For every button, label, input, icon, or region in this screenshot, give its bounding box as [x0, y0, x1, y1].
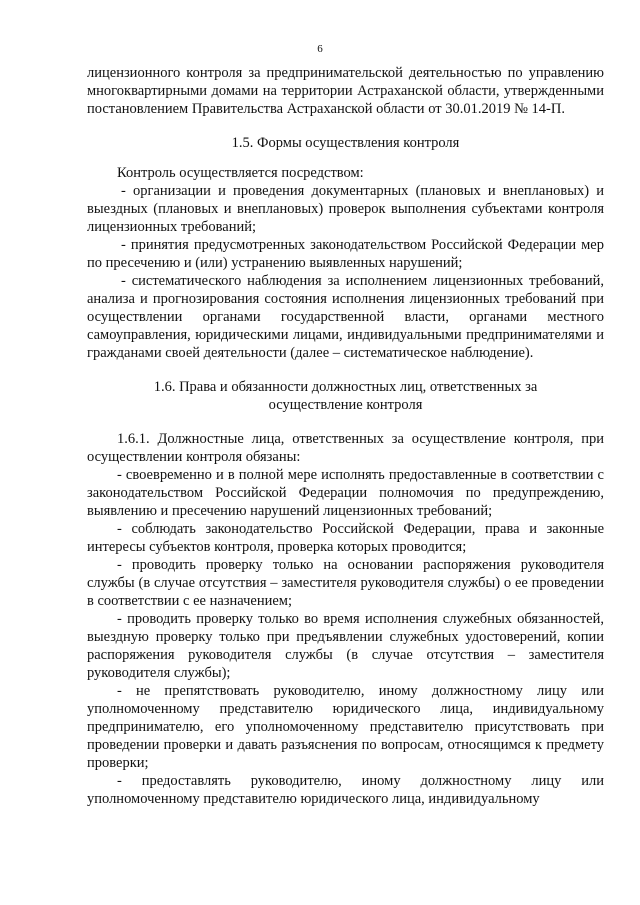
section-1-5-item: - систематического наблюдения за исполнением лицензионных требований, анализа и прогнозирования состояния исполнения лицензионных требований при осуществлении органами государственной власти, органами местного самоуправления, юридическими лицами, индивидуальными предпринимателями и гражданами своей деятельности (далее – систематическое наблюдение).	[87, 273, 604, 361]
section-1-6-item: - соблюдать законодательство Российской Федерации, права и законные интересы субъектов контроля, проверка которых проводится;	[87, 521, 604, 555]
section-1-6-item: - проводить проверку только на основании распоряжения руководителя службы (в случае отсутствия – заместителя руководителя службы) о ее проведении в соответствии с ее назначением;	[87, 557, 604, 609]
section-1-6-item: - предоставлять руководителю, иному должностному лицу или уполномоченному представителю юридического лица, индивидуальному	[87, 773, 604, 807]
section-1-5-lead: Контроль осуществляется посредством:	[117, 165, 364, 181]
section-1-6-heading: 1.6. Права и обязанности должностных лиц, ответственных за осуществление контроля	[153, 379, 538, 413]
intro-paragraph: лицензионного контроля за предпринимательской деятельностью по управлению многоквартирными домами на территории Астраханской области, утвержденными постановлением Правительства Астраханской области от 30.01.2019 № 14-П.	[87, 65, 604, 117]
section-1-5-item: - принятия предусмотренных законодательством Российской Федерации мер по пресечению и (или) устранению выявленных нарушений;	[87, 237, 604, 271]
section-1-6-item: - своевременно и в полной мере исполнять предоставленные в соответствии с законодательством Российской Федерации полномочия по предупреждению, выявлению и пресечению нарушений лицензионных требований;	[87, 467, 604, 519]
section-1-6-item: - проводить проверку только во время исполнения служебных обязанностей, выездную проверку только при предъявлении служебных удостоверений, копии распоряжения руководителя службы (в случае отсутствия – заместителя руководителя службы);	[87, 611, 604, 681]
section-1-5-item: - организации и проведения документарных (плановых и внеплановых) и выездных (плановых и внеплановых) проверок выполнения субъектами контроля лицензионных требований;	[87, 183, 604, 235]
section-1-6-lead: 1.6.1. Должностные лица, ответственных за осуществление контроля, при осуществлении контроля обязаны:	[87, 431, 604, 465]
page-number: 6	[317, 43, 323, 55]
document-body	[87, 64, 604, 808]
section-1-6-item: - не препятствовать руководителю, иному должностному лицу или уполномоченному представителю юридического лица, индивидуальному предпринимателю, его уполномоченному представителю присутствовать при проведении проверки и давать разъяснения по вопросам, относящимся к предмету проверки;	[87, 683, 604, 771]
section-1-5-heading: 1.5. Формы осуществления контроля	[231, 135, 460, 151]
